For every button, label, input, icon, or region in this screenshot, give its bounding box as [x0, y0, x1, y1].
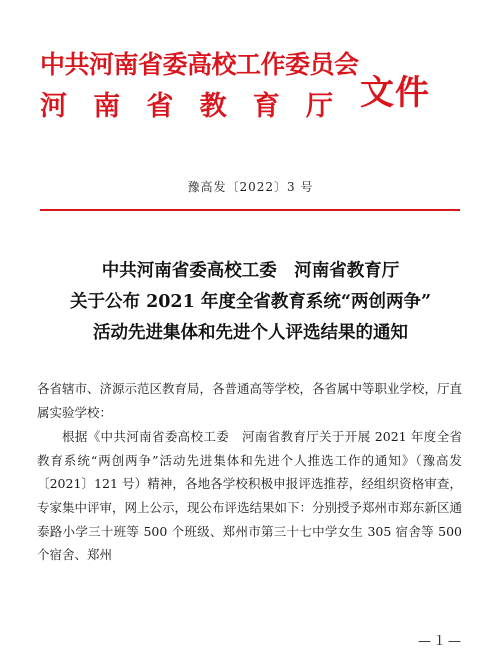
salutation: 各省辖市、济源示范区教育局，各普通高等学校，各省属中等职业学校，厅直属实验学校：: [37, 381, 463, 420]
red-divider-line: [40, 209, 460, 211]
org2-char: 南: [93, 91, 121, 122]
org2-char: 育: [252, 91, 280, 122]
org2-char: 教: [199, 91, 227, 122]
document-number: 豫高发〔2022〕3 号: [187, 180, 314, 194]
page-number: —１—: [417, 634, 463, 649]
org2-char: 厅: [305, 91, 333, 122]
document-header: [40, 52, 480, 144]
document-body: [37, 377, 462, 567]
org-name-party-committee: 中共河南省委高校工作委员会: [40, 50, 359, 79]
title-line-1: 中共河南省委高校工委 河南省教育厅: [101, 261, 400, 281]
title-line-3: 活动先进集体和先进个人评选结果的通知: [93, 323, 408, 343]
title-line-2: 关于公布 2021 年度全省教育系统“两创两争”: [69, 292, 432, 312]
body-paragraph: 根据《中共河南省委高校工委 河南省教育厅关于开展 2021 年度全省教育系统“两创两争”活动先进集体和先进个人推选工作的通知》（豫高发〔2021〕121 号）精神，各地各学校积极申报评选推荐，经组织资格审查，专家集中评审，网上公示，现公布评选结果如下：分别授予郑州市郑东新区通泰路小学三十班等 500 个班级、郑州市第三十七中学女生 305 宿舍等 500 个宿舍、郑州: [37, 429, 463, 563]
document-title: [0, 256, 501, 349]
org2-char: 省: [146, 91, 174, 122]
org2-char: 河: [40, 91, 67, 122]
document-type-label: 文件: [360, 73, 430, 113]
org-name-education-department: [40, 93, 333, 120]
issuing-organizations: [40, 50, 359, 122]
